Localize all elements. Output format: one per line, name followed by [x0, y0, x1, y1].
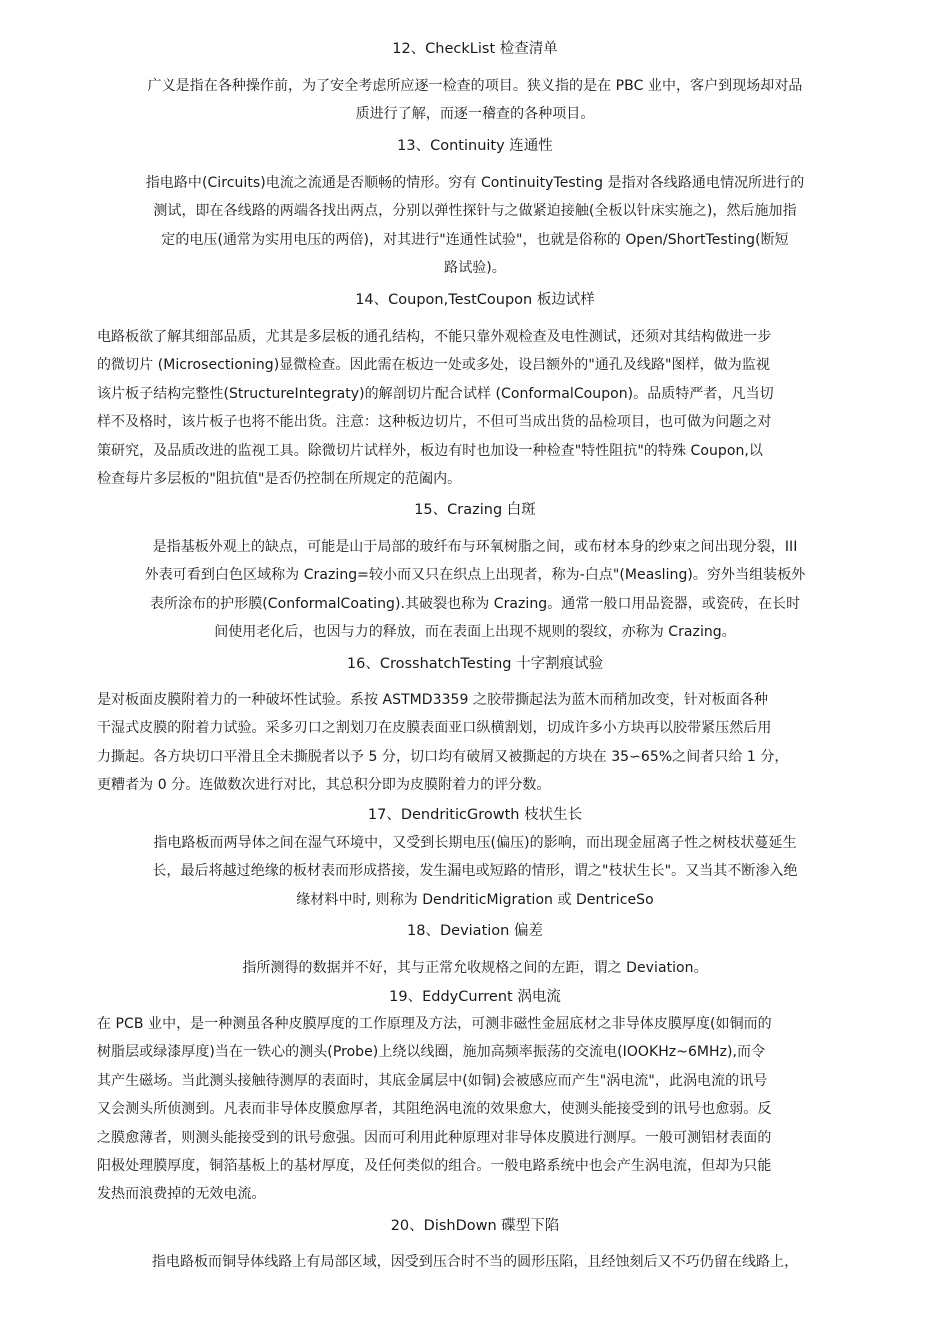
text-line: 样不及格时，该片板子也将不能出货。注意：这种板边切片，不但可当成出货的品检项目，也可做为问题之对: [97, 414, 772, 431]
text-line: 发热而浪费掉的无效电流。: [97, 1186, 266, 1203]
text-line: 之膜愈薄者，则测头能接受到的讯号愈强。因而可利用此种原理对非导体皮膜进行测厚。一般可测铝材表面的: [97, 1129, 772, 1146]
text-line: 路试验)。: [444, 260, 506, 277]
text-line: 指电路中(Circuits)电流之流通是否顺畅的情形。穷有 ContinuityTesting 是指对各线路通电情况所进行的: [145, 175, 805, 191]
section-16-body: [97, 686, 867, 800]
text-line: 长，最后将越过绝缘的板材表而形成搭接，发生漏电或短路的情形，谓之"枝状生长"。又当其不断渗入绝: [152, 863, 798, 880]
text-line: 是对板面皮膜附着力的一种破坏性试验。系按 ASTMD3359 之胶带撕起法为蓝木而稍加改变，针对板面各种: [97, 692, 769, 708]
text-line: 又会测头所侦测到。凡表而非导体皮膜愈厚者，其阻绝涡电流的效果愈大，使测头能接受到的讯号也愈弱。反: [97, 1101, 772, 1118]
text-line: 表所涂布的护形膜(ConformalCoating).其破裂也称为 Crazing。通常一般口用品瓷器，或瓷砖，在长时: [149, 595, 801, 612]
section-18-body: [95, 954, 855, 982]
section-13-body: [95, 169, 855, 283]
text-line: 指电路板而铜导体线路上有局部区域，因受到压合时不当的圆形压陷，且经蚀刻后又不巧仍留在线路上，: [151, 1254, 799, 1270]
text-line: 间使用老化后，也因与力的释放，而在表面上出现不规则的裂纹，亦称为 Crazing。: [214, 624, 736, 641]
section-15-body: [95, 533, 855, 647]
text-line: 其产生磁场。当此测头接触待测厚的表面时，其底金属层中(如铜)会被感应而产生"涡电流"，此涡电流的讯号: [97, 1072, 768, 1089]
section-17-body: [95, 829, 855, 914]
text-line: 是指基板外观上的缺点，可能是山于局部的玻纤布与环氧树脂之间，或布材本身的纱束之间出现分裂，III: [152, 539, 798, 555]
section-20-heading: 20、DishDown 碟型下陷: [390, 1218, 560, 1234]
text-line: 指所测得的数据并不好，其与正常允收规格之间的左距，谓之 Deviation。: [242, 960, 708, 976]
section-16-heading: 16、CrosshatchTesting 十字割痕试验: [346, 656, 604, 672]
section-17-heading: 17、DendriticGrowth 枝状生长: [367, 807, 583, 823]
section-14-heading: 14、Coupon,TestCoupon 板边试样: [355, 292, 595, 308]
text-line: 树脂层或绿漆厚度)当在一铁心的测头(Probe)上绕以线圈，施加高频率振荡的交流电(IOOKHz~6MHz),而令: [97, 1044, 766, 1061]
section-19-heading: 19、EddyCurrent 涡电流: [389, 989, 561, 1005]
text-line: 缘材料中时, 则称为 DendriticMigration 或 DentriceSo: [296, 891, 654, 908]
text-line: 定的电压(通常为实用电压的两倍)，对其进行"连通性试验"，也就是俗称的 Open/ShortTesting(断短: [161, 231, 789, 248]
section-13-heading: 13、Continuity 连通性: [397, 138, 553, 154]
text-line: 质进行了解，而逐一稽查的各种项目。: [355, 106, 595, 123]
text-line: 测试，即在各线路的两端各找出两点，分别以弹性探针与之做紧迫接触(全板以针床实施之)，然后施加指: [153, 203, 797, 220]
text-line: 力撕起。各方块切口平滑且全未撕脱者以予 5 分，切口均有破屑又被撕起的方块在 35∽65%之间者只给 1 分，: [97, 748, 789, 765]
section-14-body: [97, 323, 857, 493]
text-line: 在 PCB 业中，是一种测虽各种皮膜厚度的工作原理及方法，可测非磁性金屈底材之非导体皮膜厚度(如铜而的: [97, 1016, 772, 1032]
section-18-heading: 18、Deviation 偏差: [407, 923, 543, 939]
section-15-heading: 15、Crazing 白斑: [414, 502, 536, 518]
text-line: 阳极处理膜厚度，铜箔基板上的基材厚度，及任何类似的组合。一般电路系统中也会产生涡电流，但却为只能: [97, 1157, 772, 1174]
text-line: 干湿式皮膜的附着力试验。采多刃口之割划刀在皮膜表面亚口纵横割划，切成许多小方块再以胶带紧压然后用: [97, 720, 772, 737]
text-line: 广义是指在各种操作前，为了安全考虑所应逐一检查的项目。狭义指的是在 PBC 业中，客户到现场却对品: [147, 78, 803, 94]
text-line: 的微切片 (Microsectioning)显微检查。因此需在板边一处或多处，设吕额外的"通孔及线路"图样，做为监视: [97, 357, 770, 374]
text-line: 检查每片多层板的"阻抗值"是否仍控制在所规定的范阖内。: [97, 470, 462, 487]
section-12-body: [95, 72, 855, 129]
text-line: 电路板欲了解其细部品质，尤其是多层板的通孔结构，不能只靠外观检查及电性测试，还须对其结构做进一步: [97, 329, 772, 345]
section-19-body: [97, 1010, 867, 1209]
text-line: 指电路板而两导体之间在湿气环境中，又受到长期电压(偏压)的影响，而出现金屈离子性之树枝状蔓延生: [153, 835, 797, 851]
text-line: 该片板子结构完整性(StructureIntegraty)的解剖切片配合试样 (ConformalCoupon)。品质特严者，凡当切: [97, 385, 774, 402]
text-line: 策研究，及品质改进的监视工具。除微切片试样外，板边有时也加设一种检查"特性阻抗"的特殊 Coupon,以: [97, 442, 763, 459]
section-20-body: [95, 1248, 855, 1276]
section-12-heading: 12、CheckList 检查清单: [392, 41, 558, 57]
text-line: 更糟者为 0 分。连做数次进行对比，其总积分即为皮膜附着力的评分数。: [97, 777, 551, 794]
text-line: 外表可看到白色区域称为 Crazing=较小而又只在织点上出现者，称为-白点"(Measling)。穷外当组装板外: [144, 567, 806, 584]
